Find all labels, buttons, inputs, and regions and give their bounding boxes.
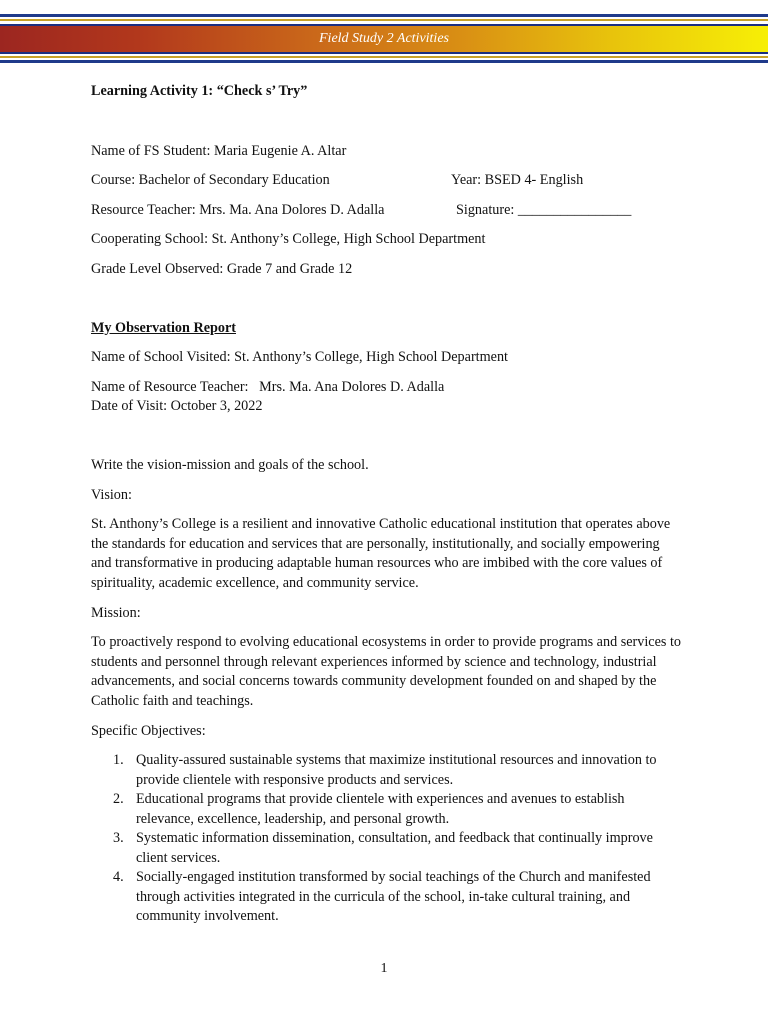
report-heading: My Observation Report <box>91 320 237 336</box>
objectives-label: Specific Objectives: <box>91 723 206 739</box>
list-item-number: 1. <box>113 752 124 768</box>
list-item-text: Systematic information dissemination, consultation, and feedback that continually improve client services. <box>136 830 653 866</box>
student-name: Name of FS Student: Maria Eugenie A. Altar <box>91 143 347 159</box>
mission-text: To proactively respond to evolving educational ecosystems in order to provide programs and services to students and personnel through relevant experiences informed by science and technology, industrial advancements, and social concerns towards community development founded on and shaped by the Catholic faith and teachings. <box>91 634 681 709</box>
list-item-number: 2. <box>113 791 124 807</box>
list-item-number: 4. <box>113 869 124 885</box>
vision-label: Vision: <box>91 487 132 503</box>
page-number: 1 <box>380 961 388 976</box>
course: Course: Bachelor of Secondary Education <box>91 172 330 188</box>
mission-label: Mission: <box>91 605 141 621</box>
grade-level: Grade Level Observed: Grade 7 and Grade 12 <box>91 261 353 277</box>
banner-rule-top <box>0 14 768 17</box>
report-resource-teacher: Name of Resource Teacher: Mrs. Ma. Ana Dolores D. Adalla <box>91 379 445 395</box>
list-item-text: Educational programs that provide clientele with experiences and avenues to establish relevance, excellence, leadership, and personal growth. <box>136 791 625 827</box>
cooperating-school: Cooperating School: St. Anthony’s College, High School Department <box>91 231 486 247</box>
banner-rule-bottom <box>0 60 768 63</box>
activity-title: Learning Activity 1: “Check s’ Try” <box>91 83 308 99</box>
year: Year: BSED 4- English <box>451 172 584 188</box>
header-title: Field Study 2 Activities <box>319 31 449 46</box>
visit-date: Date of Visit: October 3, 2022 <box>91 398 263 414</box>
prompt-text: Write the vision-mission and goals of the school. <box>91 457 369 473</box>
header-banner <box>0 14 768 64</box>
list-item-number: 3. <box>113 830 124 846</box>
banner-rule-top-gold <box>0 19 768 21</box>
list-item-text: Quality-assured sustainable systems that maximize institutional resources and innovation to provide clientele with responsive products and services. <box>136 752 657 788</box>
signature-line: Signature: ________________ <box>456 202 632 218</box>
list-item-text: Socially-engaged institution transformed by social teachings of the Church and manifested through activities integrated in the curricula of the school, in-take cultural training, and community involvement. <box>136 869 651 924</box>
banner-rule-bottom-gold <box>0 56 768 58</box>
resource-teacher: Resource Teacher: Mrs. Ma. Ana Dolores D. Adalla <box>91 202 385 218</box>
vision-text: St. Anthony’s College is a resilient and innovative Catholic educational institution that operates above the standards for education and services that are personally, institutionally, and socially empowering and transformative in producing adaptable human resources who are imbibed with the core values of spirituality, academic excellence, and community service. <box>91 516 671 591</box>
school-visited: Name of School Visited: St. Anthony’s College, High School Department <box>91 349 508 365</box>
